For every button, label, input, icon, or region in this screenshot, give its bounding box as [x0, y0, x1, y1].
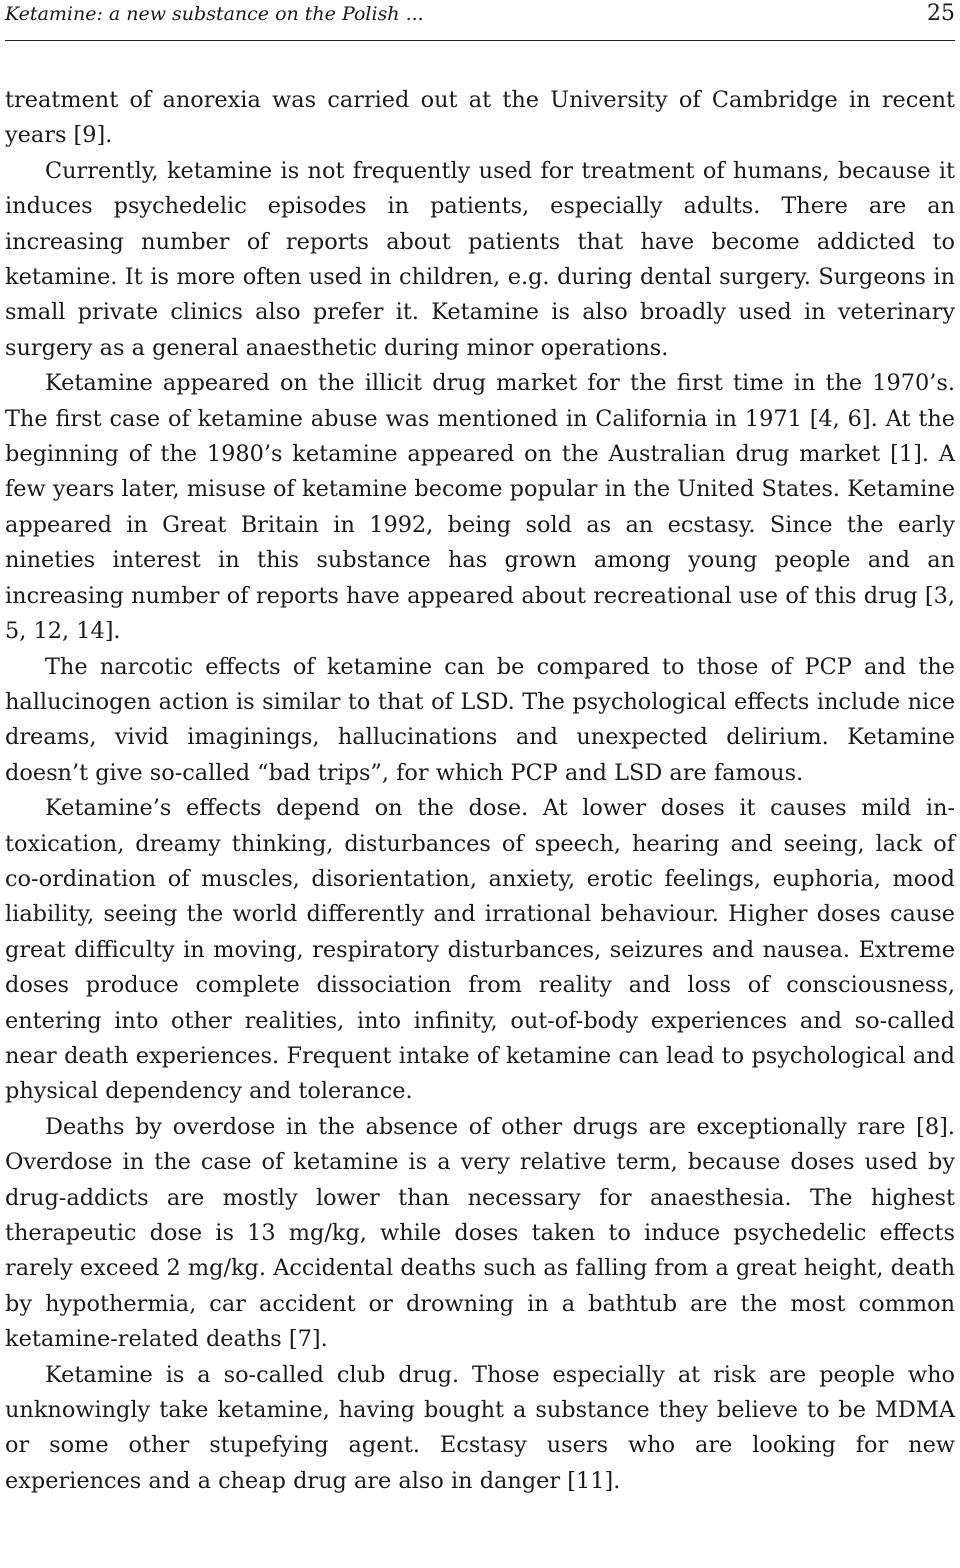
body-text — [5, 83, 955, 1499]
paragraph: Currently, ketamine is not frequently used for treatment of humans, because it induces psychedelic episodes in patients, especially adults. There are an increasing number of reports about patients that have become addicted to ketamine. It is more often used in children, e.g. during dental surgery. Surgeons in small private clinics also prefer it. Ketamine is also broadly used in veterinary surgery as a general anaesthetic during minor operations. — [5, 157, 955, 361]
paragraph: Ketamine’s effects depend on the dose. At lower doses it causes mild intoxication, dreamy thinking, disturbances of speech, hearing and seeing, lack of co-ordination of muscles, disorientation, anxiety, erotic feelings, euphoria, mood liability, seeing the world differently and irrational behaviour. Higher doses cause great difficulty in moving, respiratory disturbances, seizures and nausea. Extreme doses produce complete dissociation from reality and loss of consciousness, entering into other realities, into infinity, out-of-body experiences and so-called near death experiences. Frequent intake of ketamine can lead to psychological and physical dependency and tolerance. — [5, 795, 955, 1105]
paragraph: Ketamine appeared on the illicit drug market for the first time in the 1970’s. The first case of ketamine abuse was mentioned in California in 1971 [4, 6]. At the beginning of the 1980’s ketamine appeared on the Australian drug market [1]. A few years later, misuse of ketamine become popular in the United States. Ketamine appeared in Great Britain in 1992, being sold as an ecstasy. Since the early nineties interest in this substance has grown among young people and an increasing number of reports have appeared about recreational use of this drug [3, 5, 12, 14]. — [5, 370, 955, 645]
paragraph: The narcotic effects of ketamine can be compared to those of PCP and the hallucinogen action is similar to that of LSD. The psychological effects include nice dreams, vivid imaginings, hallucinations and unexpected delirium. Ketamine doesn’t give so-called “bad trips”, for which PCP and LSD are famous. — [5, 653, 955, 786]
paragraph: Deaths by overdose in the absence of other drugs are exceptionally rare [8]. Overdose in the case of ketamine is a very relative term, because doses used by drug-addicts are mostly lower than necessary for anaesthesia. The highest therapeutic dose is 13 mg/kg, while doses taken to induce psychedelic effects rarely exceed 2 mg/kg. Accidental deaths such as falling from a great height, death by hypothermia, car accident or drowning in a bathtub are the most common ketamine-related deaths [7]. — [5, 1113, 955, 1353]
page-header — [5, 0, 955, 41]
paragraph: Ketamine is a so-called club drug. Those especially at risk are people who unknowingly take ketamine, having bought a substance they believe to be MDMA or some other stupefying agent. Ecstasy users who are looking for new experiences and a cheap drug are also in danger [11]. — [5, 1361, 955, 1494]
running-title: Ketamine: a new substance on the Polish ... — [5, 3, 424, 25]
page-number: 25 — [927, 1, 955, 26]
paragraph-continued: treatment of anorexia was carried out at the University of Cambridge in recent years [9]. — [5, 87, 955, 149]
